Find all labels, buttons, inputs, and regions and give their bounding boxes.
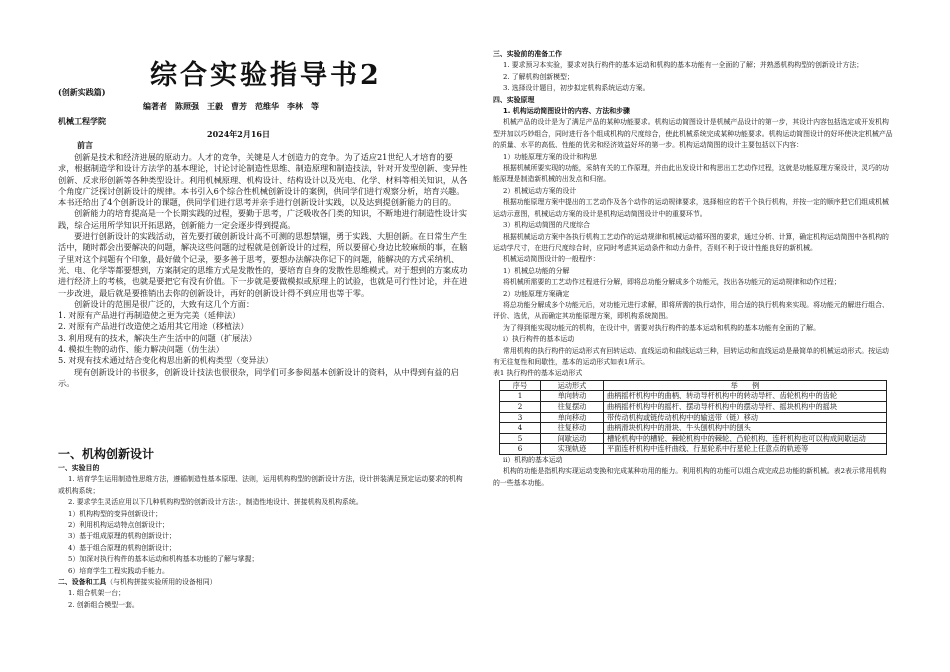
body-line: 2）机械运动方案的设计 — [503, 186, 577, 195]
table-header-cell: 举 例 — [604, 380, 887, 391]
chapter-heading: 一、机构创新设计 — [58, 447, 155, 461]
body-line: 1. 培育学生运用制造性思维方法，遵循制造性基本原理、法则，运用机构构型的创新设计方法，设计拼装满足预定运动要求的机构或机构系统； — [58, 475, 463, 495]
motion-table — [499, 380, 887, 455]
body-line: 4）基于组合原理的机构创新设计； — [68, 543, 176, 552]
table-cell: 往复摆动 — [541, 401, 604, 412]
table-row — [500, 391, 887, 402]
table-cell: 曲柄摇杆机构中的摇杆、摆动导杆机构中的摆动导杆、摇块机构中的摇块 — [604, 401, 887, 412]
table-cell: 平面连杆机构中连杆曲线、行星轮系中行星轮上任意点的轨迹等 — [604, 444, 887, 455]
preface-paragraph: 创新能力的培育提高是一个长期实践的过程，要勤于思考，广泛吸收各门类的知识，不断地进行制造性设计实践，综合运用所学知识开拓思路，创新能力一定会逐步得到提高。 — [58, 208, 468, 230]
table-row — [500, 433, 887, 444]
body-line: 3. 选择设计题目，初步拟定机构系统运动方案。 — [503, 84, 650, 93]
preface-heading: 前言 — [77, 140, 93, 150]
table-cell: 间歇运动 — [541, 433, 604, 444]
table-header-row — [500, 380, 887, 391]
body-paragraph: 机构的功能是指机构实现运动变换和完成某种功用的能力。利用机构的功能可以组合成完成总功能的新机械。表2表示常用机构的一些基本功能。 — [493, 467, 887, 487]
right-column — [493, 49, 893, 489]
table-cell: 1 — [500, 391, 541, 402]
section-heading: 四、实验原理 — [493, 95, 535, 104]
subtitle: (创新实践篇) — [58, 87, 106, 97]
body-line: 6）培育学生工程实践动手能力。 — [68, 566, 169, 575]
table-header-cell: 运动形式 — [541, 380, 604, 391]
table-row — [500, 423, 887, 434]
table-row — [500, 412, 887, 423]
table-cell: 单向转动 — [541, 391, 604, 402]
body-paragraph: 常用机构的执行构件的运动形式有回转运动、直线运动和曲线运动三种，回转运动和直线运动是最简单的机械运动形式。按运动有无往复性和间歇性，基本的运动形式如表1所示。 — [493, 346, 889, 366]
section-heading: 一、实验目的 — [58, 464, 100, 472]
chapter1-body — [58, 463, 468, 611]
body-paragraph: 机械产品的设计是为了满足产品的某种功能要求。机构运动简图设计是机械产品设计的第一步，其设计内容包括选定或开发机构型并加以巧妙组合，同时进行各个组成机构的尺度综合，使此机械系统完成某种功能要求。机构运动简图设计的好坏使决定机械产品的质量、水平的高低、性能的优劣和经济效益好坏的第一步。机构运动简图的设计主要包括以下内容： — [493, 118, 893, 150]
body-paragraph: 为了得到能实现功能元的机构，在设计中，需要对执行构件的基本运动和机构的基本功能有全面的了解。 — [503, 323, 820, 332]
body-line: 2. 要求学生灵活应用以下几种机构构型的创新设计方法：，制造性地设计、拼接机构及机构系统。 — [68, 498, 363, 507]
body-line: 5）加深对执行构件的基本运动和机构基本功能的了解与掌握； — [68, 555, 259, 564]
list-item: 1. 对原有产品进行再制造使之更为完美（延伸法） — [58, 310, 241, 321]
body-line: 1. 组合机架一台； — [68, 589, 125, 598]
table-header-cell: 序号 — [500, 380, 541, 391]
body-line: 机械运动简图设计的一般程序： — [503, 255, 600, 264]
list-item: 4. 模拟生物的动作、能力解决问题（仿生法） — [58, 344, 224, 355]
table-row — [500, 444, 887, 455]
preface-paragraph: 创新是技术和经济进展的原动力。人才的竞争，关键是人才创造力的竞争。为了适应21世纪人才培育的要求，根据制造学和设计方法学的基本理论，讨论讨论制造性思维、制造原理和制造技法，针对开发型创新、变异性创新、反求形创新等各种类型设计。利用机械原理、机构设计、结构设计以及光电、化学、材料等相关知识，从各个角度广泛探讨创新设计的规律。本书引入6个综合性机械创新设计的案例，供同学们进行观察分析，培育兴趣。本书还给出了4个创新设计的课题，供同学们进行思考并亲手进行创新设计实践，以及达到提创新能力的目的。 — [58, 152, 468, 208]
list-item: 5. 对现有技术通过结合变化构思出新的机构类型（变异法） — [58, 355, 274, 366]
table-cell: 2 — [500, 401, 541, 412]
body-line: 3）基于组成原理的机构创新设计； — [68, 532, 176, 541]
table-cell: 5 — [500, 433, 541, 444]
table-cell: 6 — [500, 444, 541, 455]
preface-closing: 现有创新设计的书很多，创新设计技法也很很杂，同学们可多参阅基本创新设计的资料，从中得到有益的启示。 — [58, 366, 459, 388]
section-heading: 三、实验前的准备工作 — [493, 50, 562, 58]
table-cell: 往复移动 — [541, 423, 604, 434]
table-cell: 槽轮机构中的槽轮、棘轮机构中的棘轮、凸轮机构、连杆机构也可以构成间歇运动 — [604, 433, 887, 444]
college-name: 机械工程学院 — [58, 116, 106, 126]
table-cell: 4 — [500, 423, 541, 434]
preface-body — [58, 152, 468, 389]
table-cell: 带传动机构或链传动机构中的输送带（链）移动 — [604, 412, 887, 423]
table-cell: 3 — [500, 412, 541, 423]
body-line: ⅰ）执行构件的基本运动 — [503, 335, 575, 344]
list-item: 3. 利用现有的技术，解决生产生活中的问题（扩展法） — [58, 332, 257, 343]
body-line: 1）机械总功能的分解 — [503, 266, 570, 275]
body-paragraph: 根据功能原理方案中提出的工艺动作及各个动作的运动规律要求，选择相应的若干个执行机构，并按一定的顺序把它们组成机械运动示意图，机械运动方案的设计是机构运动简图设计中的重要环节。 — [493, 198, 889, 218]
body-line: 2. 创新组合模型一套。 — [68, 600, 139, 609]
body-line: 1. 要求预习本实验，要求对执行构件的基本运动和机构的基本功能有一全面的了解；并熟悉机构构型的创新设计方法； — [503, 61, 864, 70]
body-paragraph: 根据机械运动方案中各执行机构工艺动作的运动规律和机械运动循环图的要求，通过分析、计算，确定机构运动简图中各机构的运动学尺寸，在进行尺度综合时，应同时考虑其运动条件和动力条件，否则不利于设计性能良好的新机械。 — [493, 232, 889, 252]
table-cell: 实现轨迹 — [541, 444, 604, 455]
body-paragraph: 将机械所需要的工艺动作过程进行分解，即将总功能分解成多个功能元，找出各功能元的运动规律和动作过程； — [503, 278, 841, 287]
body-line: 2）利用机构运动特点创新设计； — [68, 521, 169, 530]
section-heading: 二、设备和工具 — [58, 578, 107, 587]
table-cell: 曲柄滑块机构中的滑块、牛头刨机构中的刨头 — [604, 423, 887, 434]
date-line: 2024年2月16日 — [207, 129, 270, 139]
body-line: 2）功能原理方案确定 — [503, 289, 570, 298]
preface-paragraph: 创新设计的范围是很广泛的，大致有这几个方面： — [74, 298, 255, 309]
body-paragraph: 将总功能分解成多个功能元后，对功能元进行求解，即将所需的执行动作，用合适的执行机构来实现。将功能元的解进行组合、评价、选优，从而确定其功能原理方案，即机构系统简图。 — [493, 300, 889, 321]
table-cell: 单向移动 — [541, 412, 604, 423]
table-caption: 表1 执行构件的基本运动形式 — [493, 369, 583, 378]
preface-paragraph: 要进行创新设计的实践活动，首先要打破创新设计高不可测的思想禁锢，勇于实践、大胆创新。在日常生产生活中，随时都会出要解决的问题，解决这些问题的过程就是创新设计的过程，所以要留心身边比较麻烦的事，在脑子里对这个问题有个印象，最好做个记录，要多善于思考，要想办法解决你记下的问题，能解决的方式采纳机、光、电、化学等都要想到，方案制定的思维方式是发散性的，要培育自身的发散性思维模式。对于想到的方案成功进行经济上的考核，也就是要把它有没有价值。下一步就是要做模拟或原理上的试验，也就是可行性讨论，并在进一步改进，最后就是要推销出去你的创新设计，再好的创新设计得不到应用也等于零。 — [58, 231, 468, 298]
body-line: 1）功能原理方案的设计和构思 — [503, 152, 597, 161]
body-line: 1）机构构型的变异创新设计； — [68, 509, 162, 518]
authors-line: 编著者 陈照强 王毅 曹芳 范维华 李林 等 — [143, 101, 319, 111]
subsection-heading: 1. 机构运动简图设计的内容、方法和步骤 — [503, 107, 630, 116]
table-cell: 曲柄摇杆机构中的曲柄、转动导杆机构中的转动导杆、齿轮机构中的齿轮 — [604, 391, 887, 402]
section-note: （与机构拼接实验所用的设备相同） — [106, 578, 217, 587]
body-line: 2. 了解机构创新模型； — [503, 72, 574, 81]
body-line: ⅱ）机构的基本运动 — [503, 455, 563, 464]
table-row — [500, 401, 887, 412]
body-line: 3）机构运动简图的尺度综合 — [503, 221, 591, 230]
list-item: 2. 对原有产品进行改造使之适用其它用途（移植法） — [58, 321, 249, 332]
page-title: 综合实验指导书2 — [150, 60, 382, 91]
body-paragraph: 根据机械所要实现的功能，采纳有关的工作原理，并由此出发设计和构思出工艺动作过程，这就是功能原理方案设计，灵巧的功能原理是制造新机械的出发点和归宿。 — [493, 164, 889, 184]
